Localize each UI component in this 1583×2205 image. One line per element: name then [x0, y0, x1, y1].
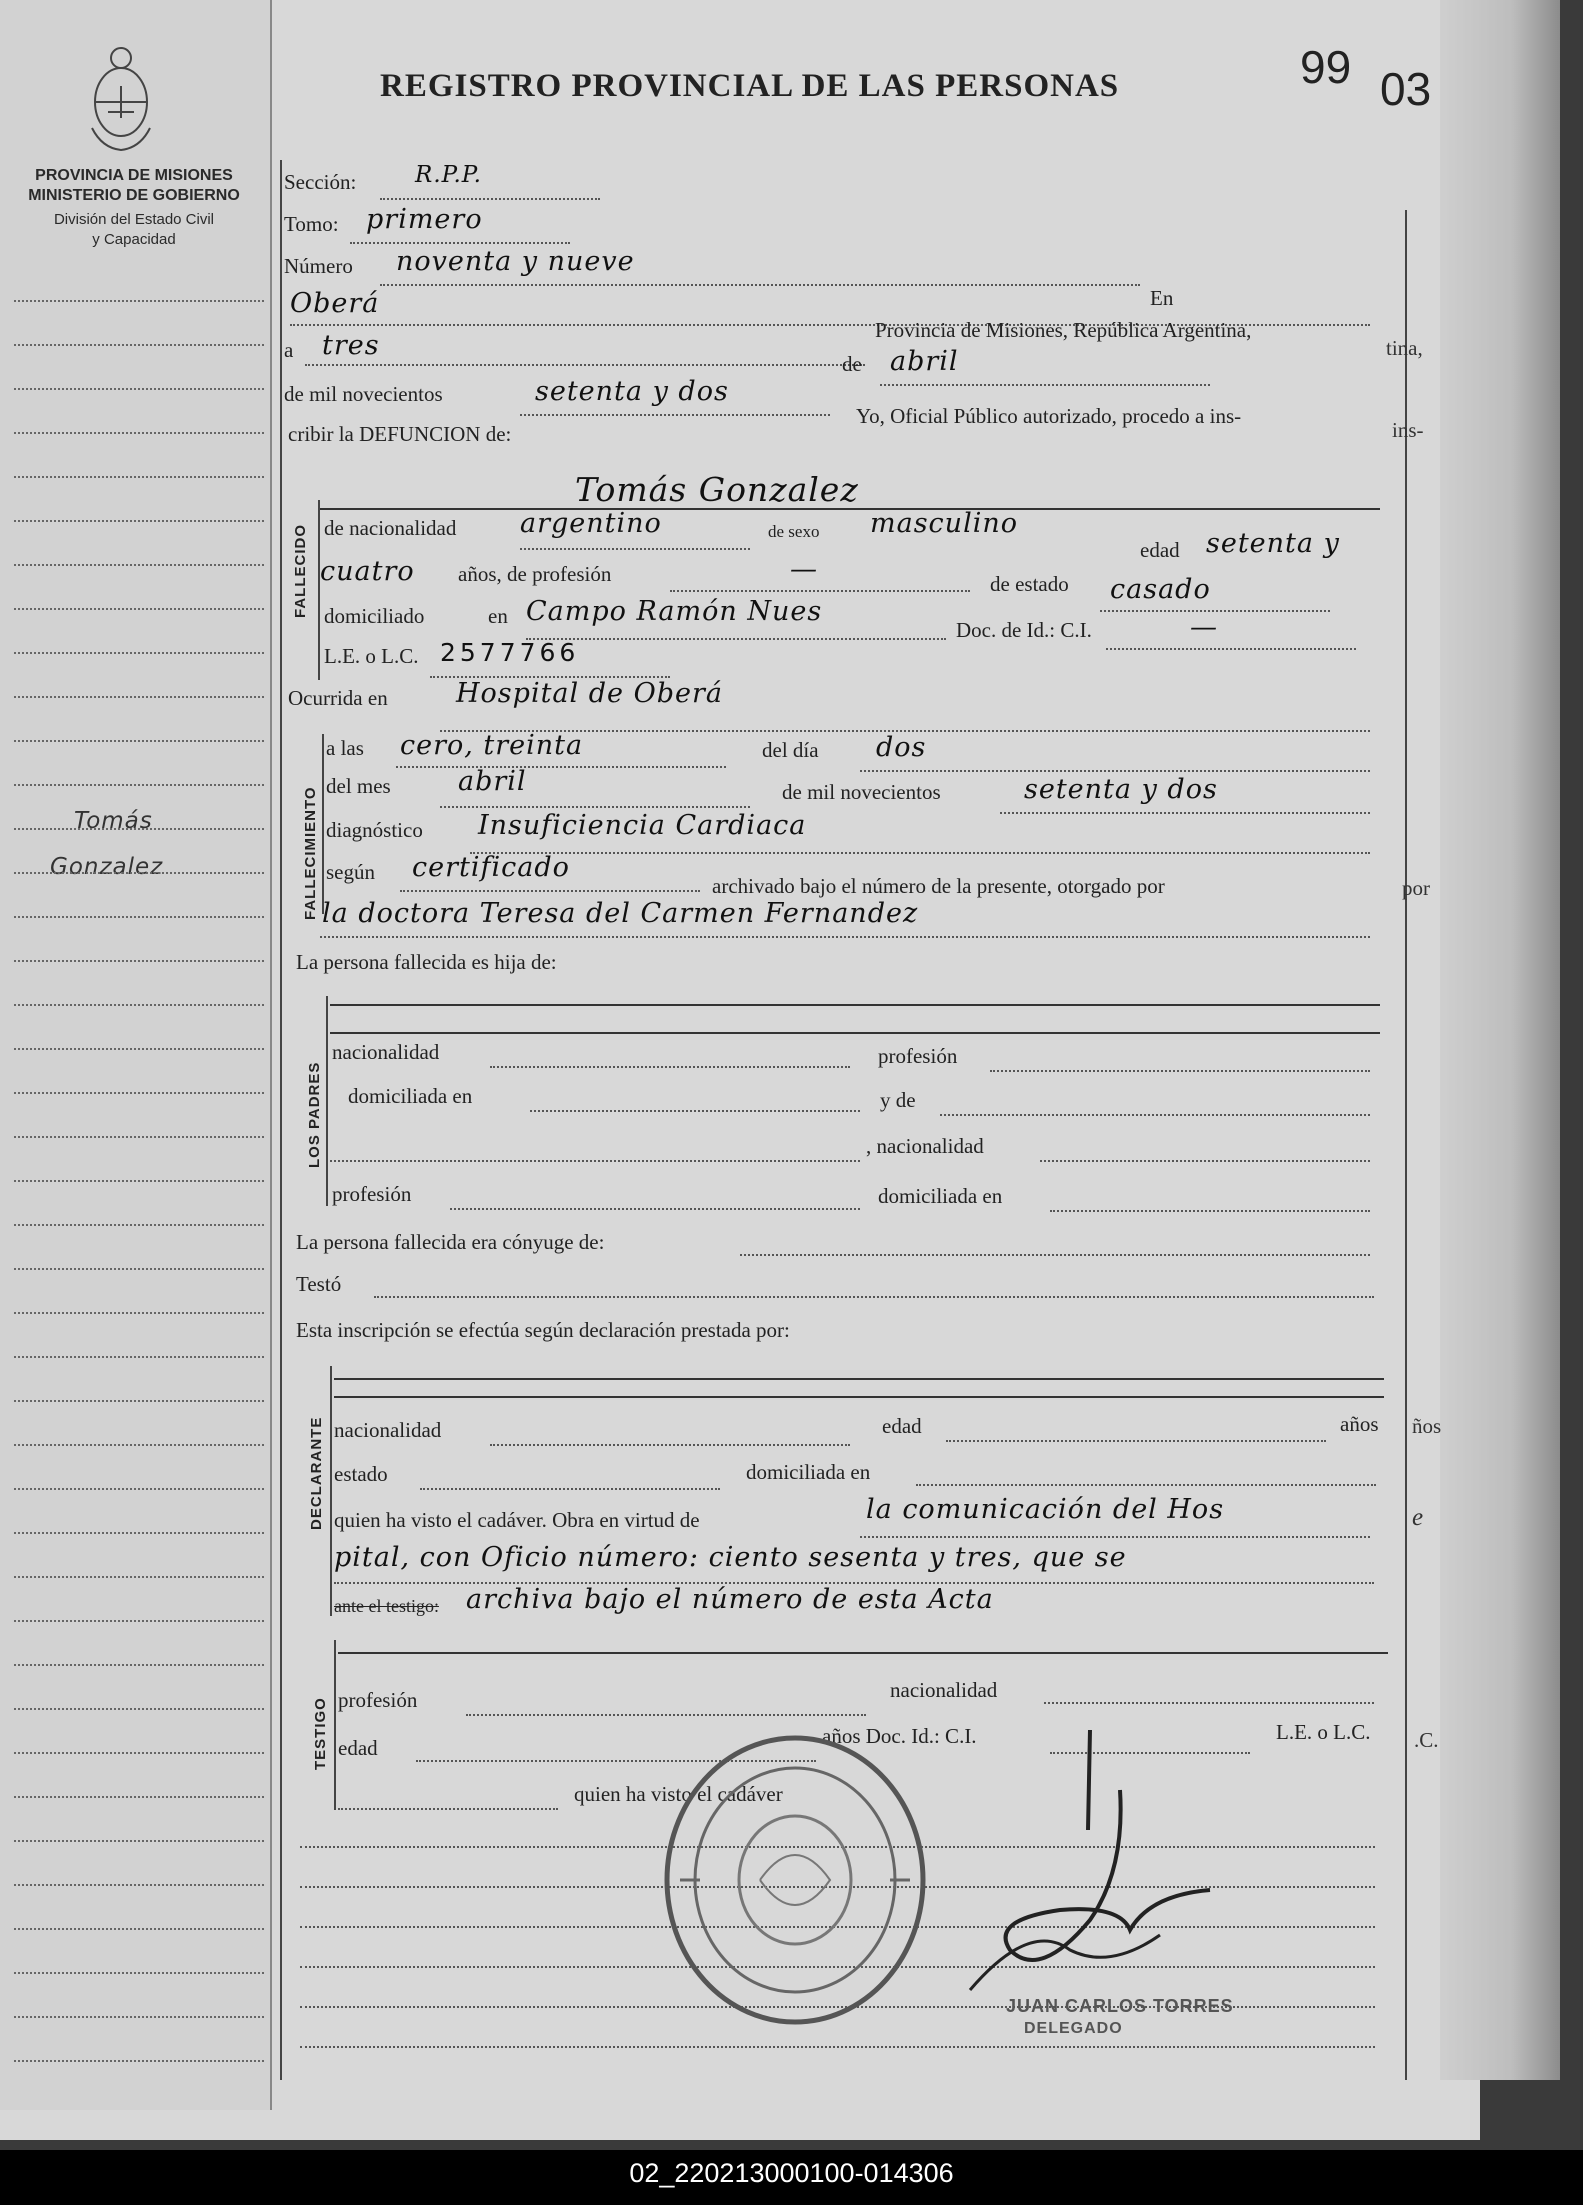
en-label: En: [1150, 286, 1174, 310]
edge-c: .C.: [1414, 1728, 1439, 1752]
margin-ruled-line: [14, 1620, 264, 1622]
declarante-domiciliada-line: [916, 1484, 1376, 1486]
margin-ruled-line: [14, 1268, 264, 1270]
record-number-printed: 99: [1300, 41, 1352, 93]
left-margin: [0, 0, 272, 2110]
edge-anos: ños: [1412, 1414, 1442, 1438]
year-value: setenta y dos: [535, 376, 729, 407]
margin-ruled-line: [14, 960, 264, 962]
margin-ruled-line: [14, 740, 264, 742]
struck-testigo-text: ante el testigo:: [334, 1596, 439, 1616]
seccion-label: Sección:: [284, 170, 357, 194]
edad-label: edad: [1140, 538, 1180, 562]
margin-ruled-line: [14, 1840, 264, 1842]
padres-domiciliada-label: domiciliada en: [348, 1084, 473, 1108]
padres-domiciliada2-line: [1050, 1210, 1370, 1212]
doc-line: [1106, 648, 1356, 650]
testigo-section-label: TESTIGO: [312, 1697, 329, 1770]
margin-ruled-line: [14, 1796, 264, 1798]
coat-of-arms-icon: [82, 38, 160, 154]
declarante-estado-label: estado: [334, 1462, 388, 1486]
declarante-nacionalidad-line: [490, 1444, 850, 1446]
margin-ruled-line: [14, 1708, 264, 1710]
obra-value-1: la comunicación del Hos: [866, 1494, 1225, 1525]
nacionalidad-line: [520, 548, 750, 550]
margin-ruled-line: [14, 564, 264, 566]
declarante-top-line: [334, 1378, 1384, 1380]
edge-por: por: [1402, 876, 1430, 900]
margin-ruled-line: [14, 1312, 264, 1314]
testigo-top-line: [338, 1652, 1388, 1654]
margin-ruled-line: [14, 1356, 264, 1358]
segun-label: según: [326, 860, 375, 884]
padres-profesion2-line: [450, 1208, 860, 1210]
issuer-division: División del Estado Civil: [53, 211, 215, 228]
doc-label: Doc. de Id.: C.I.: [956, 618, 1092, 642]
margin-ruled-line: [14, 1136, 264, 1138]
dia-line: [860, 770, 1370, 772]
edad-value-2: cuatro: [320, 556, 415, 587]
testigo-bar: [334, 1640, 336, 1810]
fallecimiento-section-label: FALLECIMIENTO: [302, 786, 319, 920]
y-de-label: y de: [880, 1088, 916, 1112]
numero-label: Número: [284, 254, 353, 278]
margin-ruled-line: [14, 344, 264, 346]
deceased-name: Tomás Gonzalez: [575, 470, 859, 509]
obra-line-1: [860, 1536, 1370, 1538]
declarante-section-label: DECLARANTE: [308, 1416, 325, 1530]
domiciliado-en-label: en: [488, 604, 508, 628]
margin-ruled-line: [14, 1664, 264, 1666]
margin-ruled-line: [14, 696, 264, 698]
fallecido-bar: [318, 500, 320, 680]
body-left-border: [280, 160, 282, 2080]
tomo-line: [350, 242, 570, 244]
padres-profesion-line: [990, 1070, 1370, 1072]
otorgado-value: la doctora Teresa del Carmen Fernandez: [322, 898, 919, 929]
margin-note-first-name: Tomás: [74, 808, 153, 834]
dia-label: del día: [762, 738, 819, 762]
padres-profesion-label: profesión: [878, 1044, 958, 1068]
anos-profesion-label: años, de profesión: [458, 562, 612, 586]
margin-ruled-line: [14, 1576, 264, 1578]
margin-ruled-line: [14, 784, 264, 786]
margin-ruled-line: [14, 1444, 264, 1446]
margin-ruled-line: [14, 476, 264, 478]
margin-ruled-line: [14, 872, 264, 874]
declarante-nacionalidad-label: nacionalidad: [334, 1418, 442, 1442]
lower-ruled-line: [300, 2046, 1375, 2048]
declarante-anos-label: años: [1340, 1412, 1379, 1436]
margin-ruled-line: [14, 300, 264, 302]
margin-ruled-line: [14, 2016, 264, 2018]
page-stack-edge: [1440, 0, 1560, 2080]
declarante-estado-line: [420, 1488, 720, 1490]
testigo-nacionalidad-label: nacionalidad: [890, 1678, 998, 1702]
nacionalidad-label: de nacionalidad: [324, 516, 457, 540]
fallecido-section-label: FALLECIDO: [292, 524, 309, 618]
conyuge-line: [740, 1254, 1370, 1256]
margin-ruled-line: [14, 1884, 264, 1886]
testigo-name-line: [338, 1808, 558, 1810]
archivado-text: archivado bajo el número de la presente, otorgado por: [712, 874, 1165, 898]
declarante-edad-line: [946, 1440, 1326, 1442]
hora-value: cero, treinta: [400, 730, 584, 761]
handwritten-signature: [950, 1720, 1240, 2020]
declarante-domiciliada-label: domiciliada en: [746, 1460, 871, 1484]
ocurrida-value: Hospital de Oberá: [456, 678, 723, 709]
issuer-capacidad: y Capacidad: [92, 231, 176, 248]
numero-line: [380, 284, 1140, 286]
le-value: 2577766: [440, 638, 580, 667]
margin-ruled-line: [14, 1488, 264, 1490]
testigo-profesion-line: [466, 1714, 866, 1716]
issuer-ministry: MINISTERIO DE GOBIERNO: [28, 187, 240, 204]
padres-nacionalidad-line: [490, 1066, 850, 1068]
padres-nacionalidad-label: nacionalidad: [332, 1040, 440, 1064]
segun-line: [400, 890, 700, 892]
doc-value: —: [1190, 612, 1218, 643]
cribir-text: cribir la DEFUNCION de:: [288, 422, 512, 446]
margin-ruled-line: [14, 520, 264, 522]
sexo-label: de sexo: [768, 522, 820, 541]
day-value: tres: [322, 330, 380, 361]
le-label: L.E. o L.C.: [324, 644, 419, 668]
domicilio-value: Campo Ramón Nues: [526, 596, 823, 627]
margin-ruled-line: [14, 1400, 264, 1402]
sexo-value: masculino: [870, 508, 1018, 539]
anio-value: setenta y dos: [1024, 774, 1218, 805]
margin-ruled-line: [14, 2060, 264, 2062]
signatory-title: DELEGADO: [1024, 2020, 1123, 2037]
otorgado-line: [320, 936, 1370, 938]
margin-ruled-line: [14, 828, 264, 830]
testo-label: Testó: [296, 1272, 342, 1296]
a-label: a: [284, 338, 294, 362]
testigo-edad-label: edad: [338, 1736, 378, 1760]
margin-ruled-line: [14, 1048, 264, 1050]
official-stamp-icon: [660, 1730, 930, 2030]
document-title: REGISTRO PROVINCIAL DE LAS PERSONAS: [380, 68, 1120, 104]
mes-value: abril: [458, 766, 527, 797]
month-value: abril: [890, 346, 959, 377]
diagnostico-label: diagnóstico: [326, 818, 423, 842]
body-right-border: [1405, 210, 1407, 2080]
profesion-value: —: [790, 554, 818, 585]
margin-ruled-line: [14, 1004, 264, 1006]
testigo-profesion-label: profesión: [338, 1688, 418, 1712]
margin-ruled-line: [14, 652, 264, 654]
diagnostico-value: Insuficiencia Cardiaca: [478, 810, 807, 841]
testo-line: [374, 1296, 1374, 1298]
mes-line: [440, 806, 750, 808]
declarante-bar: [330, 1366, 332, 1616]
hora-label: a las: [326, 736, 364, 760]
declarante-edad-label: edad: [882, 1414, 922, 1438]
anio-line: [1000, 812, 1370, 814]
estado-value: casado: [1110, 574, 1211, 605]
padres-domiciliada-line: [530, 1110, 860, 1112]
padres-nacionalidad2-line: [1040, 1160, 1370, 1162]
obra-value-3: archiva bajo el número de esta Acta: [466, 1584, 994, 1615]
ocurrida-label: Ocurrida en: [288, 686, 388, 710]
provincia-text: Provincia de Misiones, República Argentina,: [875, 318, 1252, 342]
domiciliado-label: domiciliado: [324, 604, 425, 628]
y-de-line: [940, 1114, 1370, 1116]
file-identifier: 02_220213000100-014306: [629, 2158, 954, 2188]
signatory-name: JUAN CARLOS TORRES: [1006, 1996, 1234, 2016]
margin-ruled-line: [14, 388, 264, 390]
hija-label: La persona fallecida es hija de:: [296, 950, 557, 974]
issuer-province: PROVINCIA DE MISIONES: [35, 167, 233, 184]
margin-ruled-line: [14, 1928, 264, 1930]
testigo-anos-doc-label: años Doc. Id.: C.I.: [822, 1724, 977, 1748]
day-line: [305, 364, 865, 366]
edad-value-1: setenta y: [1206, 528, 1340, 559]
padres-name-line: [330, 1032, 1380, 1034]
place-value: Oberá: [290, 288, 380, 319]
profesion-line: [670, 590, 970, 592]
seccion-value: R.P.P.: [415, 162, 482, 188]
de-label: de: [842, 352, 862, 376]
edge-tina: tina,: [1386, 336, 1423, 360]
padres-nacionalidad2-label: , nacionalidad: [866, 1134, 984, 1158]
hora-line: [396, 766, 726, 768]
oficial-text: Yo, Oficial Público autorizado, procedo a ins-: [856, 404, 1242, 428]
tomo-label: Tomo:: [284, 212, 339, 236]
nacionalidad-value: argentino: [520, 508, 662, 539]
padres-profesion2-label: profesión: [332, 1182, 412, 1206]
numero-value: noventa y nueve: [396, 246, 635, 277]
testigo-nacionalidad-line: [1044, 1702, 1374, 1704]
dia-value: dos: [876, 732, 927, 763]
anio-label: de mil novecientos: [782, 780, 941, 804]
declarante-name-line: [334, 1396, 1384, 1398]
margin-ruled-line: [14, 432, 264, 434]
padres-top-line: [330, 1004, 1380, 1006]
padres-domiciliada2-label: domiciliada en: [878, 1184, 1003, 1208]
margin-ruled-line: [14, 1224, 264, 1226]
year-prefix-label: de mil novecientos: [284, 382, 443, 406]
record-number-stamped: 03: [1380, 63, 1432, 115]
mes-label: del mes: [326, 774, 391, 798]
segun-value: certificado: [412, 852, 570, 883]
margin-note-surname: Gonzalez: [50, 854, 164, 880]
margin-ruled-line: [14, 608, 264, 610]
deceased-name-line: [320, 508, 1380, 510]
declarante-intro: Esta inscripción se efectúa según declaración prestada por:: [296, 1318, 790, 1342]
madre-name-line: [330, 1160, 860, 1162]
domicilio-line: [526, 638, 946, 640]
testigo-cadaver-label: quien ha visto el cadáver: [574, 1782, 783, 1806]
testigo-le-label: L.E. o L.C.: [1276, 1720, 1371, 1744]
edge-e: e: [1412, 1504, 1424, 1531]
edge-ins: ins-: [1392, 418, 1424, 442]
padres-section-label: LOS PADRES: [306, 1061, 323, 1168]
conyuge-label: La persona fallecida era cónyuge de:: [296, 1230, 605, 1254]
margin-ruled-line: [14, 1180, 264, 1182]
margin-ruled-line: [14, 1092, 264, 1094]
seccion-line: [380, 198, 600, 200]
fallecimiento-bar: [322, 734, 324, 914]
diagnostico-line: [470, 852, 1370, 854]
margin-ruled-line: [14, 1972, 264, 1974]
margin-ruled-line: [14, 916, 264, 918]
month-line: [880, 384, 1210, 386]
margin-ruled-line: [14, 1532, 264, 1534]
margin-ruled-line: [14, 1752, 264, 1754]
padres-bar: [326, 996, 328, 1206]
declarante-cadaver-text: quien ha visto el cadáver. Obra en virtud de: [334, 1508, 700, 1532]
obra-value-2: pital, con Oficio número: ciento sesenta y tres, que se: [334, 1542, 1127, 1573]
tomo-value: primero: [366, 204, 483, 235]
estado-label: de estado: [990, 572, 1069, 596]
year-line: [520, 414, 830, 416]
